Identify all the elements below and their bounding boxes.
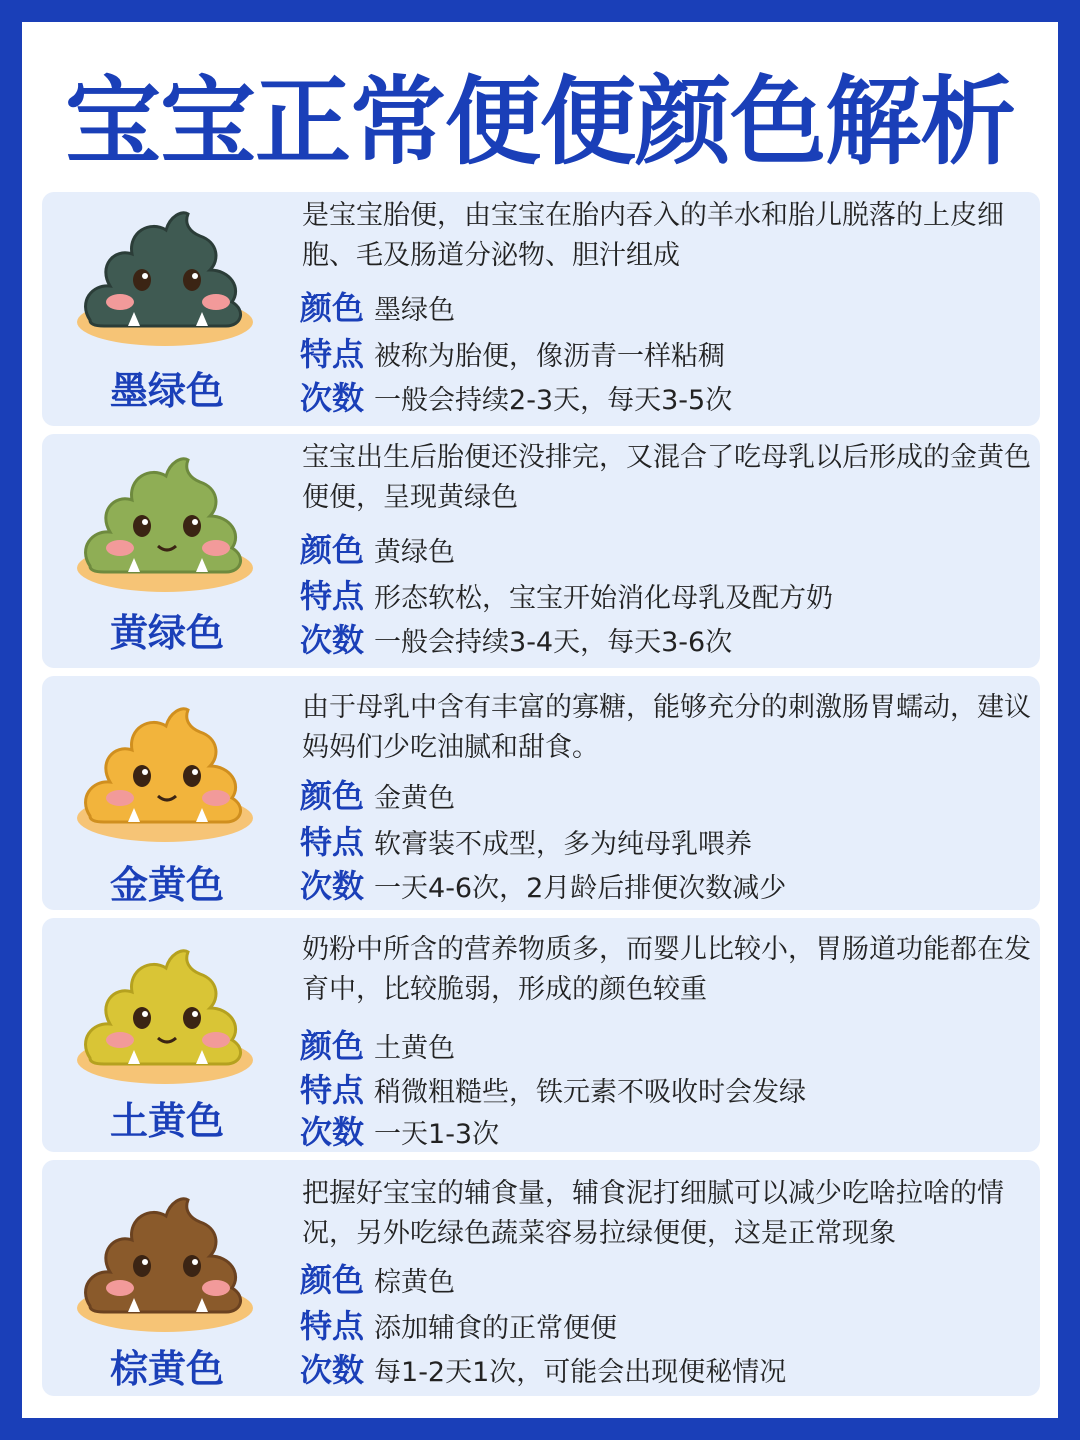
- color-label: 颜色: [300, 531, 365, 569]
- stool-card-earth-yellow: [42, 918, 1040, 1152]
- color-row: [300, 774, 1030, 821]
- poop-illustration-dark-green: [70, 202, 260, 352]
- stool-card-golden: [42, 676, 1040, 910]
- stool-description: 由于母乳中含有丰富的寡糖，能够充分的刺激肠胃蠕动，建议妈妈们少吃油腻和甜食。: [302, 692, 1031, 763]
- poop-icon: [70, 698, 260, 848]
- feature-label: 特点: [300, 823, 365, 861]
- stool-color-name: 黄绿色: [109, 611, 224, 655]
- stool-description: 是宝宝胎便，由宝宝在胎内吞入的羊水和胎儿脱落的上皮细胞、毛及肠道分泌物、胆汁组成: [302, 200, 1004, 271]
- feature-label: 特点: [300, 1307, 365, 1345]
- color-label: 颜色: [300, 289, 365, 327]
- count-label: 次数: [300, 621, 365, 659]
- color-label: 颜色: [300, 777, 365, 815]
- feature-row: [300, 332, 1030, 379]
- poop-illustration-golden: [70, 698, 260, 848]
- poop-icon: [70, 940, 260, 1090]
- count-label: 次数: [300, 867, 365, 905]
- feature-label: 特点: [300, 1071, 365, 1109]
- count-row: [300, 376, 1030, 423]
- feature-value: 稍微粗糙些，铁元素不吸收时会发绿: [374, 1077, 807, 1108]
- color-label: 颜色: [300, 1261, 365, 1299]
- stool-card-yellow-green: [42, 434, 1040, 668]
- count-row: [300, 618, 1030, 665]
- color-value: 土黄色: [374, 1033, 456, 1064]
- feature-row: [300, 820, 1030, 867]
- color-value: 棕黄色: [374, 1267, 456, 1298]
- feature-value: 被称为胎便，像沥青一样粘稠: [374, 341, 726, 372]
- stool-color-name: 墨绿色: [109, 369, 224, 413]
- count-value: 每1-2天1次，可能会出现便秘情况: [374, 1357, 787, 1388]
- count-value: 一天1-3次: [374, 1119, 500, 1150]
- poop-illustration-earth-yellow: [70, 940, 260, 1090]
- poop-icon: [70, 202, 260, 352]
- stool-color-name: 土黄色: [109, 1099, 224, 1143]
- stool-description: 把握好宝宝的辅食量，辅食泥打细腻可以减少吃啥拉啥的情况，另外吃绿色蔬菜容易拉绿便便，这是正常现象: [302, 1178, 1004, 1249]
- poop-illustration-brown-yellow: [70, 1188, 260, 1338]
- color-value: 金黄色: [374, 783, 456, 814]
- stool-description: 宝宝出生后胎便还没排完，又混合了吃母乳以后形成的金黄色便便，呈现黄绿色: [302, 442, 1031, 513]
- color-row: [300, 1258, 1030, 1305]
- color-label: 颜色: [300, 1027, 365, 1065]
- color-row: [300, 528, 1030, 575]
- page-title: 宝宝正常便便颜色解析: [65, 66, 1015, 178]
- count-row: [300, 864, 1030, 911]
- count-row: [300, 1348, 1030, 1395]
- feature-row: [300, 574, 1030, 621]
- count-row: [300, 1110, 1030, 1157]
- color-value: 墨绿色: [374, 295, 456, 326]
- stool-card-brown-yellow: [42, 1160, 1040, 1396]
- feature-label: 特点: [300, 577, 365, 615]
- feature-row: [300, 1304, 1030, 1351]
- feature-value: 软膏装不成型，多为纯母乳喂养: [374, 829, 753, 860]
- count-value: 一般会持续2-3天，每天3-5次: [374, 385, 733, 416]
- stool-color-name: 金黄色: [109, 863, 224, 907]
- stool-color-name: 棕黄色: [109, 1347, 224, 1391]
- color-row: [300, 1024, 1030, 1071]
- poop-icon: [70, 448, 260, 598]
- stool-card-dark-green: [42, 192, 1040, 426]
- stool-description: 奶粉中所含的营养物质多，而婴儿比较小，胃肠道功能都在发育中，比较脆弱，形成的颜色较重: [302, 934, 1031, 1005]
- poop-icon: [70, 1188, 260, 1338]
- feature-value: 形态软松，宝宝开始消化母乳及配方奶: [374, 583, 834, 614]
- count-label: 次数: [300, 1351, 365, 1389]
- count-value: 一天4-6次，2月龄后排便次数减少: [374, 873, 787, 904]
- count-label: 次数: [300, 379, 365, 417]
- feature-value: 添加辅食的正常便便: [374, 1313, 618, 1344]
- feature-label: 特点: [300, 335, 365, 373]
- feature-row: [300, 1068, 1030, 1115]
- count-value: 一般会持续3-4天，每天3-6次: [374, 627, 733, 658]
- count-label: 次数: [300, 1113, 365, 1151]
- poop-illustration-yellow-green: [70, 448, 260, 598]
- color-row: [300, 286, 1030, 333]
- color-value: 黄绿色: [374, 537, 456, 568]
- poster-frame: [22, 22, 1058, 1418]
